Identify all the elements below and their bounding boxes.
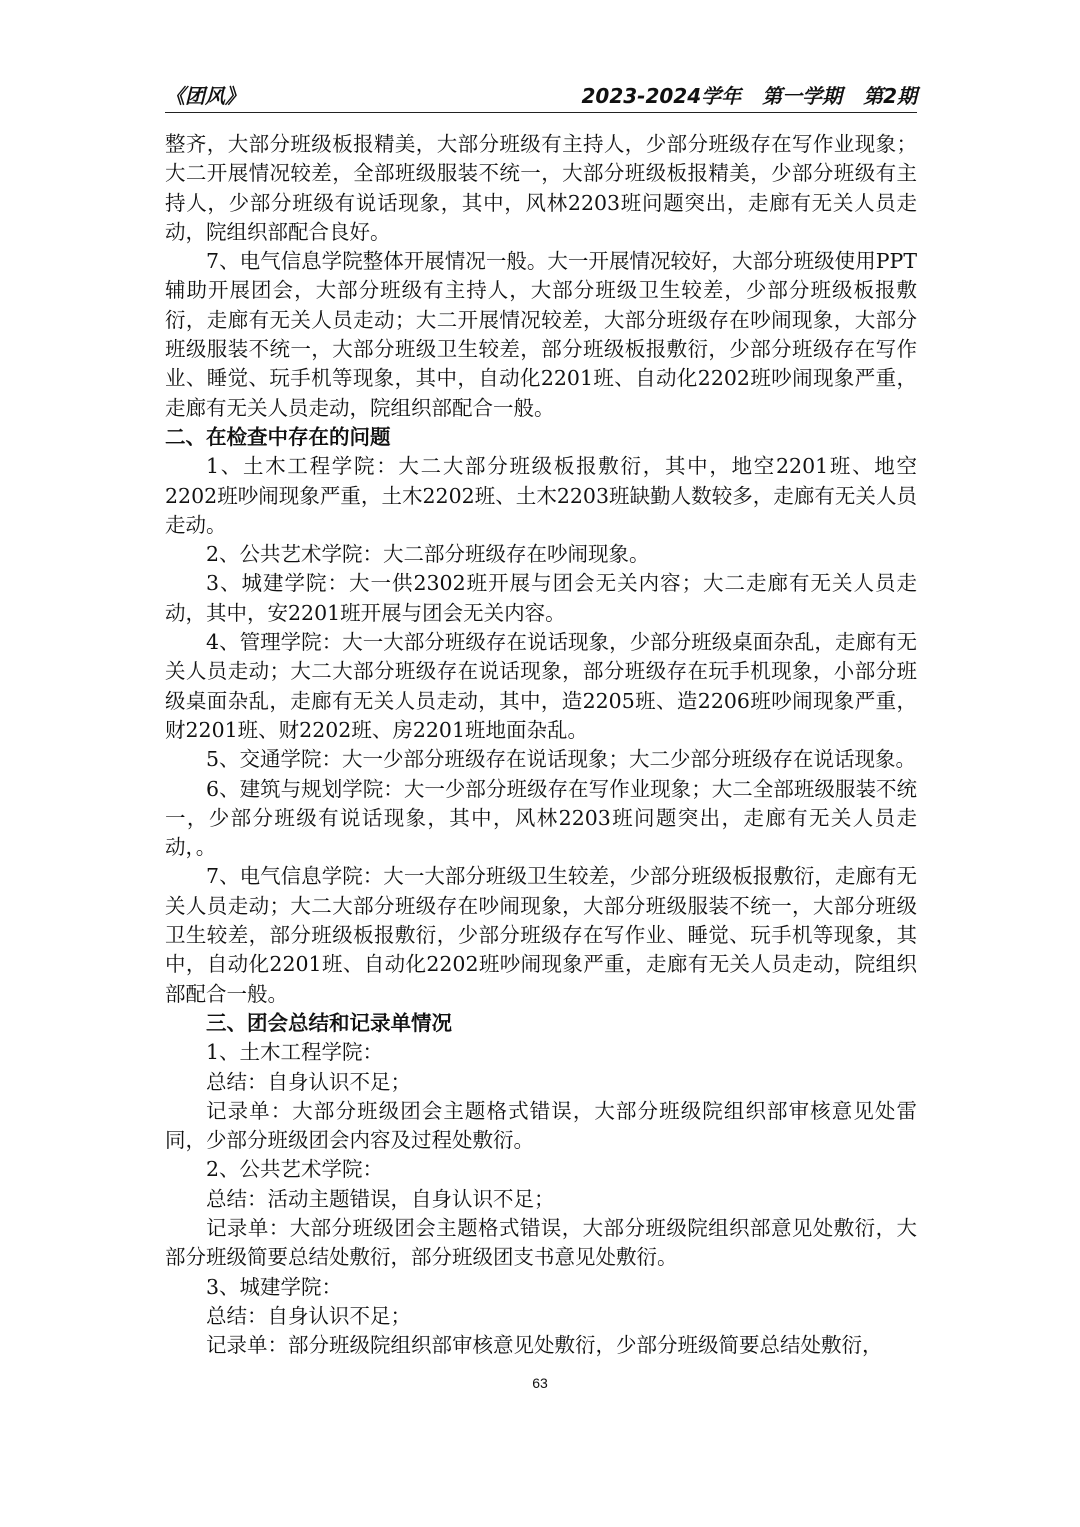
paragraph: 2、公共艺术学院：大二部分班级存在吵闹现象。: [206, 542, 650, 567]
section-heading: 二、在检查中存在的问题: [165, 424, 391, 449]
paragraph: 3、城建学院：: [206, 1274, 343, 1299]
paragraph: 整齐，大部分班级板报精美，大部分班级有主持人，少部分班级存在写作业现象；大二开展情况较差，全部班级服装不统一，大部分班级板报精美，少部分班级有主持人，少部分班级有说话现象，其中，风林2203班问题突出，走廊有无关人员走动，院组织部配合良好。: [165, 132, 917, 244]
paragraph: 总结：活动主题错误，自身认识不足；: [206, 1186, 555, 1211]
academic-year: 2023-2024学年: [581, 84, 742, 108]
semester: 第一学期: [762, 84, 843, 108]
paragraph: 7、电气信息学院：大一大部分班级卫生较差，少部分班级板报敷衍，走廊有无关人员走动；大二大部分班级存在吵闹现象，大部分班级服装不统一，大部分班级卫生较差，部分班级板报敷衍，少部分班级存在写作业、睡觉、玩手机等现象，其中，自动化2201班、自动化2202班吵闹现象严重，走廊有无关人员走动，院组织部配合一般。: [165, 864, 917, 1006]
paragraph: 1、土木工程学院：: [206, 1040, 384, 1065]
paragraph: 7、电气信息学院整体开展情况一般。大一开展情况较好，大部分班级使用PPT辅助开展团会，大部分班级有主持人，大部分班级卫生较差，少部分班级板报敷衍，走廊有无关人员走动；大二开展情况较差，大部分班级存在吵闹现象，大部分班级服装不统一，大部分班级卫生较差，部分班级板报敷衍，少部分班级存在写作业、睡觉、玩手机等现象，其中，自动化2201班、自动化2202班吵闹现象严重，走廊有无关人员走动，院组织部配合一般。: [165, 249, 917, 420]
document-body: [165, 130, 917, 1360]
page-header: [165, 78, 917, 113]
paragraph: 总结：自身认识不足；: [206, 1069, 411, 1094]
page-number: 63: [532, 1375, 548, 1391]
paragraph: 总结：自身认识不足；: [206, 1303, 411, 1328]
paragraph: 记录单：大部分班级团会主题格式错误，大部分班级院组织部审核意见处雷同，少部分班级团会内容及过程处敷衍。: [165, 1098, 917, 1153]
issue-info: [568, 80, 918, 109]
paragraph: 记录单：大部分班级团会主题格式错误，大部分班级院组织部意见处敷衍，大部分班级简要总结处敷衍，部分班级团支书意见处敷衍。: [165, 1215, 917, 1270]
paragraph: 1、土木工程学院：大二大部分班级板报敷衍，其中，地空2201班、地空2202班吵闹现象严重，土木2202班、土木2203班缺勤人数较多，走廊有无关人员走动。: [165, 454, 917, 537]
section-heading: 三、团会总结和记录单情况: [206, 1010, 452, 1035]
paragraph: 记录单：部分班级院组织部审核意见处敷衍，少部分班级简要总结处敷衍，: [206, 1333, 883, 1358]
issue-number: 第2期: [863, 84, 917, 108]
journal-title: 《团风》: [165, 84, 245, 108]
paragraph: 2、公共艺术学院：: [206, 1157, 384, 1182]
paragraph: 4、管理学院：大一大部分班级存在说话现象，少部分班级桌面杂乱，走廊有无关人员走动；大二大部分班级存在说话现象，部分班级存在玩手机现象，小部分班级桌面杂乱，走廊有无关人员走动，其中，造2205班、造2206班吵闹现象严重，财2201班、财2202班、房2201班地面杂乱。: [165, 630, 917, 742]
paragraph: 3、城建学院：大一供2302班开展与团会无关内容；大二走廊有无关人员走动，其中，安2201班开展与团会无关内容。: [165, 571, 917, 625]
paragraph: 6、建筑与规划学院：大一少部分班级存在写作业现象；大二全部班级服装不统一，少部分班级有说话现象，其中，风林2203班问题突出，走廊有无关人员走动，。: [165, 776, 917, 860]
paragraph: 5、交通学院：大一少部分班级存在说话现象；大二少部分班级存在说话现象。: [206, 747, 917, 772]
